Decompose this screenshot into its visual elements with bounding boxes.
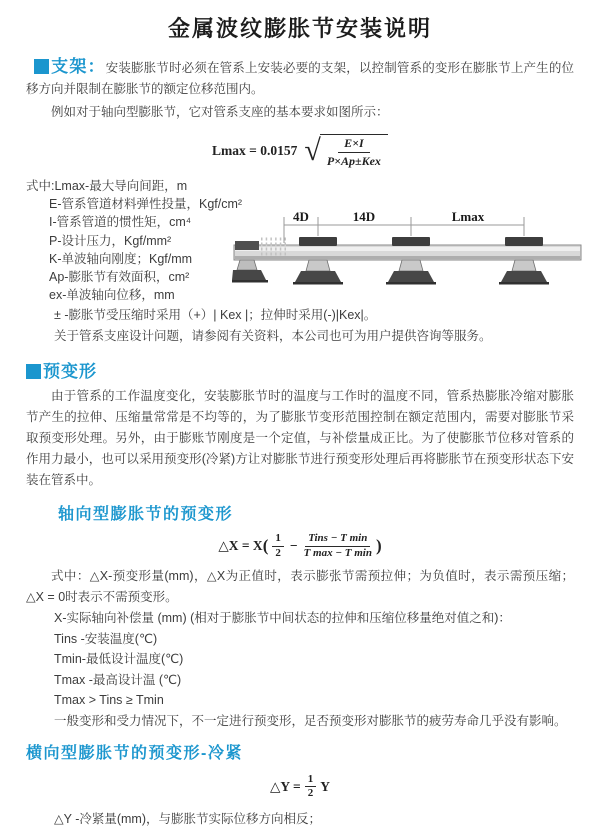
support-intro-paragraph (26, 56, 574, 100)
lateral-predeform-formula (26, 773, 574, 802)
axial-note-line: 一般变形和受力情况下，不一定进行预变形，足否预变形对膨胀节的疲劳寿命几乎没有影响。 (54, 713, 567, 728)
dim-label-4d: 4D (293, 209, 309, 224)
open-paren: ( (262, 536, 269, 556)
minus-sign: − (289, 538, 298, 554)
plus-minus-note: ± -膨胀节受压缩时采用（+）| Kex |；拉伸时采用(-)|Kex|。 (54, 308, 377, 322)
temp-line: Tmax > Tins ≥ Tmin (54, 693, 164, 707)
section-square-icon (26, 364, 41, 379)
close-paren: ) (375, 536, 382, 556)
half-fraction: $\frac{1}{2}$ (272, 532, 284, 561)
guide-support (293, 237, 343, 285)
formula-lhs: △Y = (270, 778, 301, 794)
predeform-paragraph: 由于管系的工作温度变化，安装膨胀节时的温度与工作时的温度不同，管系热膨胀冷缩对膨胀节产生的拉伸、压缩量常常是不均等的，为了膨胀节变形范围控制在额定范围内，需要对膨胀节采取预变形处理。另外，由于膨账节刚度是一个定值，与补偿量成正比。为了使膨胀节位移对管系的作用力最小，也可以采用预变形(冷紧)方让对膨胀节进行预变形处理后再将膨胀节在预变形状态下安装在管系中。 (26, 389, 574, 487)
guide-spacing-formula (26, 132, 574, 169)
definitions-and-diagram (26, 177, 574, 305)
axial-predeform-heading: 轴向型膨胀节的预变形 (58, 506, 234, 523)
formula-lhs: Lmax = 0.0157 (212, 142, 298, 158)
definition-line: P-设计压力，Kgf/mm² (49, 233, 172, 248)
temp-line: Tins -安装温度(℃) (54, 631, 158, 646)
temperature-fraction: $\frac{\text{Tins − T min}}{\text{T max − T min}}$ (303, 532, 372, 559)
temp-line: Tmax -最高设计温 (℃) (54, 672, 182, 687)
section-square-icon (34, 59, 49, 74)
formula-lhs: △X = X (218, 538, 263, 554)
half-fraction: $\frac{1}{2}$ (305, 773, 317, 802)
formula-fraction (320, 134, 388, 169)
pipe-support-diagram (232, 209, 584, 306)
pipe (234, 245, 581, 260)
predeform-section-heading: 预变形 (26, 357, 574, 382)
definition-line: K-单波轴向刚度；Kgf/mm (49, 251, 193, 266)
support-intro-text: 安装膨胀节时必须在管系上安装必要的支架，以控制管系的变形在膨胀节上产生的位移方向并限制在膨胀节的额定位移范围内。 (26, 61, 574, 96)
dim-label-14d: 14D (352, 209, 376, 224)
temperature-definitions (26, 629, 574, 711)
guide-support (386, 237, 436, 285)
fraction-denominator: P×Ap±Kex (326, 154, 381, 168)
guide-support (499, 237, 549, 285)
support-example-line: 例如对于轴向型膨胀节，它对管系支座的基本要求如图所示： (51, 105, 389, 119)
consult-note: 关于管系支座设计问题，请参阅有关资料，本公司也可为用户提供咨询等服务。 (54, 329, 492, 343)
x-definition-line: X-实际轴向补偿量 (mm) (相对于膨胀节中间状态的拉伸和压缩位移量绝对值之和)： (54, 610, 511, 625)
sqrt-radical-icon: √ (304, 134, 321, 167)
dim-label-lmax: Lmax (451, 209, 485, 224)
page-title: 金属波纹膨胀节安装说明 (167, 16, 432, 41)
definition-line: Ap-膨胀节有效面积，cm² (49, 270, 190, 285)
axial-explain-paragraph: 式中：△X-预变形量(mm)，△X为正值时，表示膨张节需预拉伸；为负值时，表示需预压缩；△X = 0时表示不需预变形。 (26, 568, 574, 604)
temp-line: Tmin-最低设计温度(℃) (54, 652, 184, 666)
formula-rhs: Y (320, 778, 330, 794)
definition-line: ex-单波轴向位移，mm (49, 288, 175, 303)
support-section-heading: 支架： (51, 57, 106, 76)
axial-predeform-formula (26, 532, 574, 561)
definition-line: I-管系管道的惯性矩，cm⁴ (49, 215, 192, 230)
definition-line: 式中:Lmax-最大导向间距，m (26, 179, 188, 193)
definition-line: E-管系管道材料弹性投量，Kgf/cm² (49, 197, 243, 212)
lateral-note-line: △Y -冷紧量(mm)，与膨胀节实际位移方向相反； (54, 812, 322, 826)
fraction-numerator: E×I (338, 136, 370, 153)
lateral-predeform-heading: 横向型膨胀节的预变形-冷紧 (26, 744, 243, 762)
